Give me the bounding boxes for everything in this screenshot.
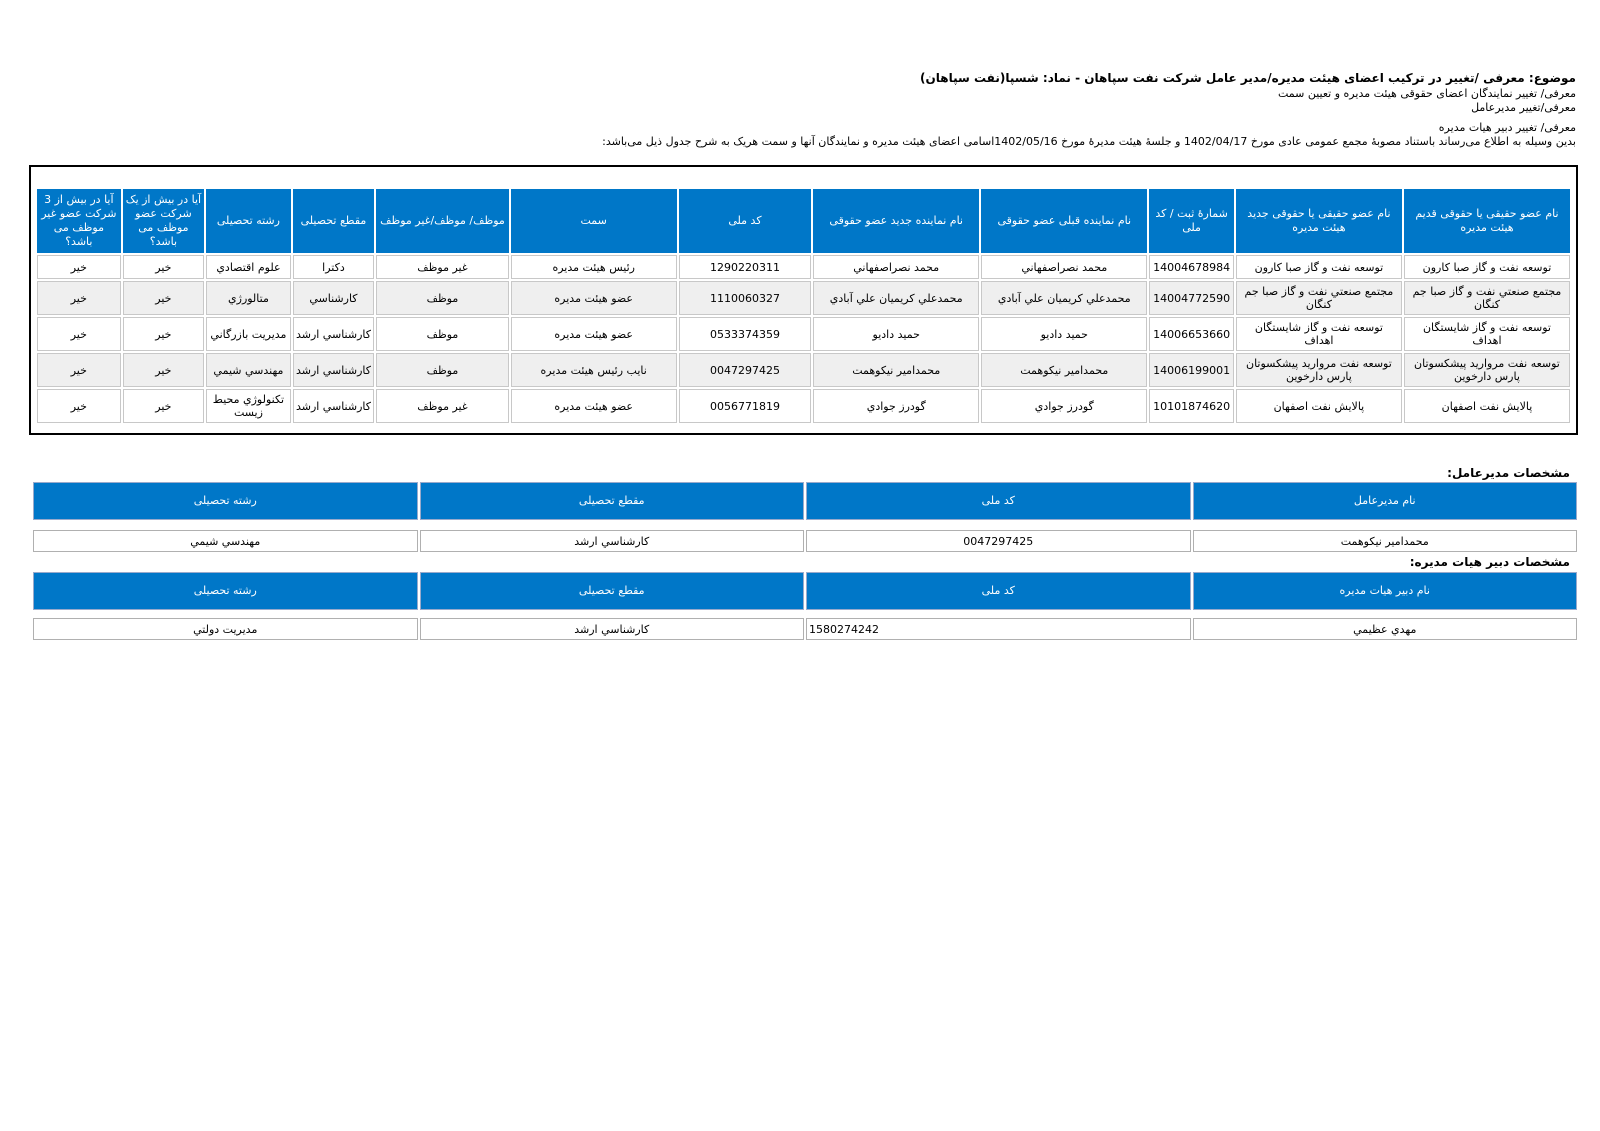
cell-position: عضو هیئت مدیره bbox=[511, 281, 677, 315]
secretary-section-label: مشخصات دبیر هیات مدیره: bbox=[1409, 555, 1570, 569]
cell-old-member: توسعه نفت و گاز شایستگان اهداف bbox=[1404, 317, 1570, 351]
cell-new-member: پالایش نفت اصفهان bbox=[1236, 389, 1402, 423]
cell-field: مدیریت بازرگاني bbox=[206, 317, 291, 351]
ceo-section-label: مشخصات مدیرعامل: bbox=[1447, 466, 1570, 480]
table-row bbox=[37, 389, 1570, 423]
cell-old-member: مجتمع صنعتي نفت و گاز صبا جم کنگان bbox=[1404, 281, 1570, 315]
cell-multi-nonexecutive: خیر bbox=[37, 389, 121, 423]
cell-national-id: 1290220311 bbox=[679, 255, 811, 279]
cell-national-id: 0047297425 bbox=[679, 353, 811, 387]
header-national-id: کد ملی bbox=[806, 482, 1191, 520]
cell-previous-representative: گودرز جوادي bbox=[981, 389, 1147, 423]
intro-line-4: بدین وسیله به اطلاع می‌رساند باستناد مصوبۀ مجمع عمومی عادی مورخ 1402/04/17 و جلسۀ هیئت مدیرۀ مورخ 1402/05/16اسامی اعضای هیئت مدیره و نمایندگان آنها و سمت هریک به شرح جدول ذیل می‌باشد: bbox=[602, 135, 1576, 148]
table-row bbox=[37, 281, 1570, 315]
cell-field: مهندسي شیمي bbox=[33, 530, 418, 552]
cell-executive-status: موظف bbox=[376, 281, 508, 315]
cell-new-representative: حمید دادیو bbox=[813, 317, 979, 351]
cell-executive-status: غیر موظف bbox=[376, 255, 508, 279]
cell-field: علوم اقتصادي bbox=[206, 255, 291, 279]
header-field: رشته تحصیلی bbox=[206, 189, 291, 253]
cell-previous-representative: محمدعلي کریمیان علي آبادي bbox=[981, 281, 1147, 315]
header-multi-nonexecutive: آیا در بیش از 3 شرکت عضو غیر موظف می باشد؟ bbox=[37, 189, 121, 253]
cell-degree: کارشناسي ارشد bbox=[420, 618, 805, 640]
header-position: سمت bbox=[511, 189, 677, 253]
cell-new-representative: محمدامیر نیکوهمت bbox=[813, 353, 979, 387]
table-row bbox=[37, 255, 1570, 279]
header-ceo-name: نام مدیرعامل bbox=[1193, 482, 1578, 520]
header-degree: مقطع تحصیلی bbox=[293, 189, 375, 253]
cell-field: تکنولوژي محیط زیست bbox=[206, 389, 291, 423]
cell-new-representative: محمدعلي کریمیان علي آبادي bbox=[813, 281, 979, 315]
cell-multi-executive: خیر bbox=[123, 353, 205, 387]
cell-previous-representative: محمد نصراصفهاني bbox=[981, 255, 1147, 279]
cell-new-member: توسعه نفت مروارید پیشکسوتان پارس دارخوین bbox=[1236, 353, 1402, 387]
cell-position: عضو هیئت مدیره bbox=[511, 389, 677, 423]
cell-national-id: 1580274242 bbox=[806, 618, 1191, 640]
ceo-header-row bbox=[33, 482, 1577, 520]
table-row bbox=[37, 317, 1570, 351]
cell-national-id: 0047297425 bbox=[806, 530, 1191, 552]
intro-line-3: معرفی/ تغییر دبیر هیات مدیره bbox=[1438, 121, 1576, 134]
table-row bbox=[33, 618, 1577, 640]
cell-new-representative: محمد نصراصفهاني bbox=[813, 255, 979, 279]
table-row bbox=[33, 530, 1577, 552]
cell-degree: کارشناسي ارشد bbox=[293, 353, 375, 387]
cell-field: متالورژي bbox=[206, 281, 291, 315]
header-executive-status: موظف/ موظف/غیر موظف bbox=[376, 189, 508, 253]
cell-degree: کارشناسي ارشد bbox=[420, 530, 805, 552]
subject-line: موضوع: معرفی /تغییر در ترکیب اعضای هیئت مدیره/مدیر عامل شرکت نفت سپاهان - نماد: شسپا(نفت سپاهان) bbox=[920, 71, 1576, 85]
secretary-table bbox=[31, 570, 1579, 642]
cell-position: رئیس هیئت مدیره bbox=[511, 255, 677, 279]
intro-line-1: معرفی/ تغییر نمایندگان اعضای حقوقی هیئت مدیره و تعیین سمت bbox=[1277, 87, 1576, 100]
cell-multi-nonexecutive: خیر bbox=[37, 317, 121, 351]
cell-degree: کارشناسي bbox=[293, 281, 375, 315]
cell-multi-nonexecutive: خیر bbox=[37, 353, 121, 387]
cell-registration-number: 14004678984 bbox=[1149, 255, 1234, 279]
cell-multi-nonexecutive: خیر bbox=[37, 281, 121, 315]
cell-position: عضو هیئت مدیره bbox=[511, 317, 677, 351]
cell-multi-executive: خیر bbox=[123, 281, 205, 315]
header-degree: مقطع تحصیلی bbox=[420, 482, 805, 520]
cell-old-member: پالایش نفت اصفهان bbox=[1404, 389, 1570, 423]
cell-new-representative: گودرز جوادي bbox=[813, 389, 979, 423]
cell-national-id: 0056771819 bbox=[679, 389, 811, 423]
cell-new-member: توسعه نفت و گاز شایستگان اهداف bbox=[1236, 317, 1402, 351]
ceo-table bbox=[31, 480, 1579, 554]
board-table-frame bbox=[29, 165, 1578, 435]
cell-registration-number: 14006653660 bbox=[1149, 317, 1234, 351]
cell-multi-nonexecutive: خیر bbox=[37, 255, 121, 279]
cell-degree: کارشناسي ارشد bbox=[293, 317, 375, 351]
cell-previous-representative: حمید دادیو bbox=[981, 317, 1147, 351]
table-row bbox=[37, 353, 1570, 387]
header-multi-executive: آیا در بیش از یک شرکت عضو موظف می باشد؟ bbox=[123, 189, 205, 253]
header-previous-representative: نام نماینده قبلی عضو حقوقی bbox=[981, 189, 1147, 253]
cell-new-member: توسعه نفت و گاز صبا کارون bbox=[1236, 255, 1402, 279]
header-national-id: کد ملی bbox=[679, 189, 811, 253]
cell-registration-number: 10101874620 bbox=[1149, 389, 1234, 423]
cell-degree: کارشناسي ارشد bbox=[293, 389, 375, 423]
cell-executive-status: غیر موظف bbox=[376, 389, 508, 423]
cell-executive-status: موظف bbox=[376, 317, 508, 351]
header-new-representative: نام نماینده جدید عضو حقوقی bbox=[813, 189, 979, 253]
header-new-member: نام عضو حقیقی یا حقوقی جدید هیئت مدیره bbox=[1236, 189, 1402, 253]
cell-position: نایب رئیس هیئت مدیره bbox=[511, 353, 677, 387]
cell-field: مدیریت دولتي bbox=[33, 618, 418, 640]
intro-line-2: معرفی/تغییر مدیرعامل bbox=[1471, 101, 1576, 114]
header-secretary-name: نام دبیر هیات مدیره bbox=[1193, 572, 1578, 610]
cell-national-id: 0533374359 bbox=[679, 317, 811, 351]
cell-registration-number: 14006199001 bbox=[1149, 353, 1234, 387]
cell-executive-status: موظف bbox=[376, 353, 508, 387]
header-national-id: کد ملی bbox=[806, 572, 1191, 610]
cell-ceo-name: محمدامیر نیکوهمت bbox=[1193, 530, 1578, 552]
board-header-row bbox=[37, 189, 1570, 253]
cell-degree: دکترا bbox=[293, 255, 375, 279]
header-degree: مقطع تحصیلی bbox=[420, 572, 805, 610]
header-field: رشته تحصیلی bbox=[33, 572, 418, 610]
header-field: رشته تحصیلی bbox=[33, 482, 418, 520]
cell-registration-number: 14004772590 bbox=[1149, 281, 1234, 315]
cell-secretary-name: مهدي عظیمي bbox=[1193, 618, 1578, 640]
cell-national-id: 1110060327 bbox=[679, 281, 811, 315]
board-members-table bbox=[35, 187, 1572, 425]
cell-new-member: مجتمع صنعتي نفت و گاز صبا جم کنگان bbox=[1236, 281, 1402, 315]
secretary-header-row bbox=[33, 572, 1577, 610]
header-old-member: نام عضو حقیقی یا حقوقی قدیم هیئت مدیره bbox=[1404, 189, 1570, 253]
cell-old-member: توسعه نفت مروارید پیشکسوتان پارس دارخوین bbox=[1404, 353, 1570, 387]
cell-multi-executive: خیر bbox=[123, 317, 205, 351]
header-registration-number: شمارۀ ثبت / کد ملی bbox=[1149, 189, 1234, 253]
cell-multi-executive: خیر bbox=[123, 389, 205, 423]
cell-field: مهندسي شیمي bbox=[206, 353, 291, 387]
cell-multi-executive: خیر bbox=[123, 255, 205, 279]
cell-previous-representative: محمدامیر نیکوهمت bbox=[981, 353, 1147, 387]
cell-old-member: توسعه نفت و گاز صبا کارون bbox=[1404, 255, 1570, 279]
